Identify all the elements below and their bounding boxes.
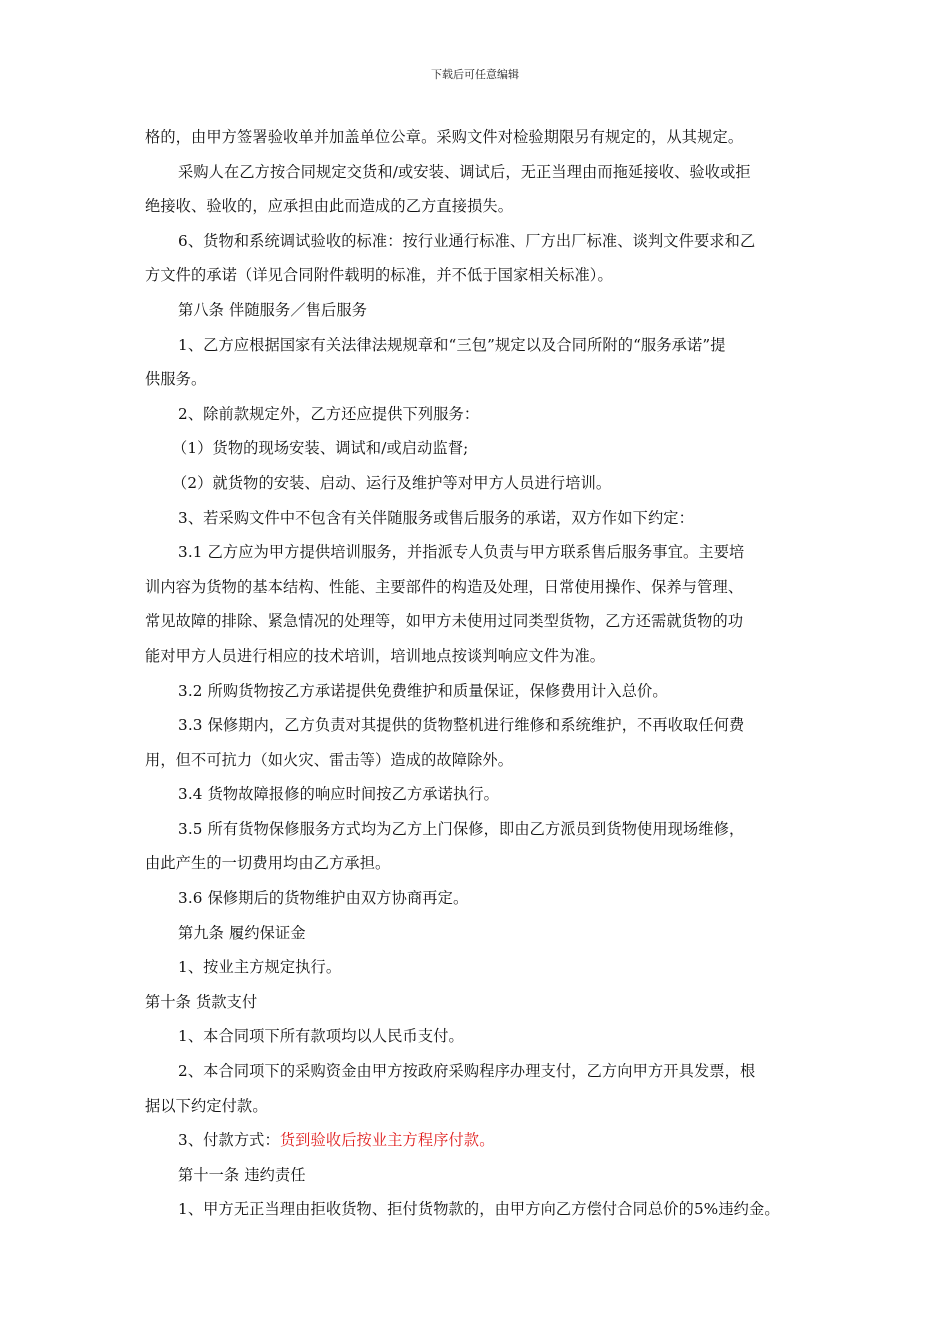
paragraph-line: 1、按业主方规定执行。	[178, 958, 342, 977]
paragraph-line: 据以下约定付款。	[145, 1096, 268, 1115]
page-header: 下载后可任意编辑	[431, 68, 519, 81]
paragraph-line: 3.1 乙方应为甲方提供培训服务，并指派专人负责与甲方联系售后服务事宜。主要培	[178, 543, 745, 562]
payment-method-line	[145, 1123, 825, 1158]
section-heading: 第十条 货款支付	[145, 992, 258, 1011]
paragraph-line: 2、本合同项下的采购资金由甲方按政府采购程序办理支付，乙方向甲方开具发票，根	[178, 1062, 756, 1081]
paragraph-line: 训内容为货物的基本结构、性能、主要部件的构造及处理，日常使用操作、保养与管理、	[145, 577, 744, 596]
payment-method-value: 货到验收后按业主方程序付款。	[279, 1131, 495, 1150]
paragraph-line: 常见故障的排除、紧急情况的处理等，如甲方未使用过同类型货物，乙方还需就货物的功	[145, 612, 744, 631]
payment-method-label: 3、付款方式：	[178, 1131, 280, 1150]
paragraph-line: 能对甲方人员进行相应的技术培训，培训地点按谈判响应文件为准。	[145, 646, 606, 665]
paragraph-line: 由此产生的一切费用均由乙方承担。	[145, 854, 391, 873]
paragraph-line: 3.5 所有货物保修服务方式均为乙方上门保修，即由乙方派员到货物使用现场维修，	[178, 819, 745, 838]
section-heading: 第八条 伴随服务／售后服务	[178, 300, 368, 319]
paragraph-line: 3、若采购文件中不包含有关伴随服务或售后服务的承诺，双方作如下约定：	[178, 508, 694, 527]
paragraph-line: 3.2 所购货物按乙方承诺提供免费维护和质量保证，保修费用计入总价。	[178, 681, 668, 700]
section-heading: 第十一条 违约责任	[178, 1165, 306, 1184]
paragraph-line: 用，但不可抗力（如火灾、雷击等）造成的故障除外。	[145, 750, 514, 769]
paragraph-line: 采购人在乙方按合同规定交货和/或安装、调试后，无正当理由而拖延接收、验收或拒	[178, 162, 751, 181]
paragraph-line: 6、货物和系统调试验收的标准：按行业通行标准、厂方出厂标准、谈判文件要求和乙	[178, 231, 756, 250]
paragraph-line: 3.4 货物故障报修的响应时间按乙方承诺执行。	[178, 785, 499, 804]
paragraph-line: 格的，由甲方签署验收单并加盖单位公章。采购文件对检验期限另有规定的，从其规定。	[145, 128, 744, 146]
list-item: （2）就货物的安装、启动、运行及维护等对甲方人员进行培训。	[172, 473, 612, 492]
paragraph-line: 方文件的承诺（详见合同附件载明的标准，并不低于国家相关标准）。	[145, 266, 613, 285]
list-item: （1）货物的现场安装、调试和/或启动监督;	[172, 439, 469, 458]
paragraph-line: 供服务。	[145, 370, 207, 389]
paragraph-line: 3.6 保修期后的货物维护由双方协商再定。	[178, 889, 469, 908]
paragraph-line: 1、乙方应根据国家有关法律法规规章和“三包”规定以及合同所附的“服务承诺”提	[178, 335, 726, 354]
document-body	[145, 120, 825, 1227]
paragraph-line: 3.3 保修期内，乙方负责对其提供的货物整机进行维修和系统维护，不再收取任何费	[178, 716, 745, 735]
section-heading: 第九条 履约保证金	[178, 923, 306, 942]
paragraph-line: 1、本合同项下所有款项均以人民币支付。	[178, 1027, 464, 1046]
paragraph-line: 绝接收、验收的，应承担由此而造成的乙方直接损失。	[145, 197, 514, 216]
paragraph-line: 1、甲方无正当理由拒收货物、拒付货物款的，由甲方向乙方偿付合同总价的5%违约金。	[178, 1200, 780, 1219]
paragraph-line: 2、除前款规定外，乙方还应提供下列服务：	[178, 404, 480, 423]
